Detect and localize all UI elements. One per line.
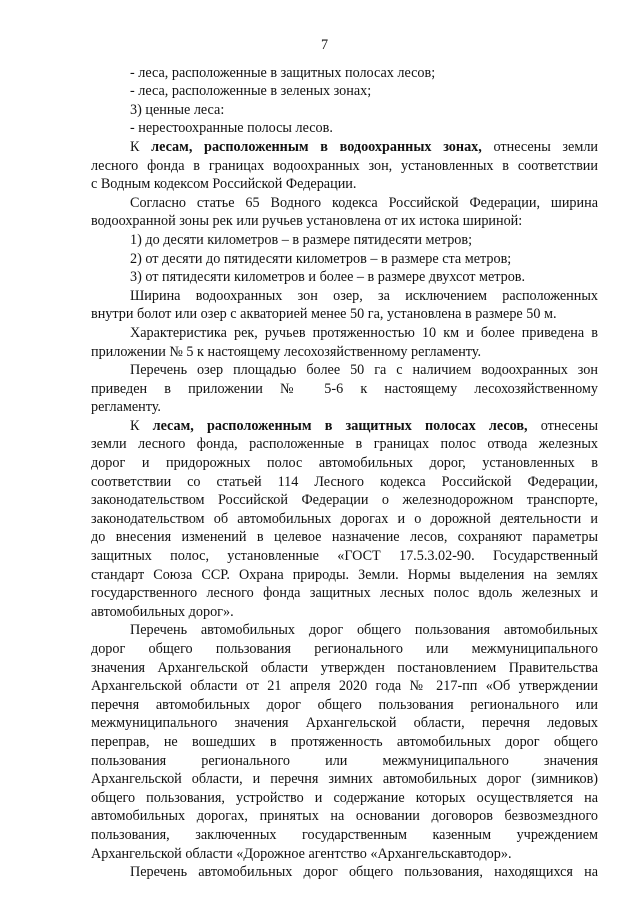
paragraph [91,324,598,361]
text-run: отнесены [527,417,598,434]
text-run: К [130,417,153,434]
paragraph-line: пользования, заключенных государственным казенным учреждением [91,826,598,843]
paragraph-line: автомобильных дорог». [91,603,234,620]
paragraph [91,194,598,231]
list-item [91,64,598,83]
text-run: отнесены земли [481,138,598,155]
bold-term: лесам, расположенным в водоохранных зонах, [151,138,482,155]
text-run: К [130,138,152,155]
paragraph-line: Характеристика рек, ручьев протяженностью 10 км и более приведена в [130,324,598,341]
paragraph-line: водоохранной зоны рек или ручьев установлена от их истока шириной: [91,213,523,230]
paragraph-line: законодательством Российской Федерации о железнодорожном транспорте, [91,492,598,509]
paragraph-line: автомобильных дорогах, принятых на основании договоров безвозмездного [91,808,598,825]
list-item [91,119,598,138]
paragraph-line: перечня автомобильных дорог общего пользования регионального или [91,696,598,713]
paragraph-line: Архангельской области от 21 апреля 2020 года № 217-пп «Об утверждении [91,678,598,695]
paragraph-line: Перечень озер площадью более 50 га с наличием водоохранных зон [130,362,598,379]
list-item [91,101,598,120]
paragraph-line: государственного лесного фонда защитных лесных полос вдоль железных и [91,585,598,602]
paragraph [91,863,598,882]
list-item-text: - леса, расположенные в защитных полосах лесов; [130,64,436,81]
paragraph-line: Согласно статье 65 Водного кодекса Российской Федерации, ширина [130,194,598,211]
paragraph [91,417,598,622]
paragraph-line: общего пользования, устройство и содержание которых осуществляется на [91,789,598,806]
page-number: 7 [320,37,329,53]
paragraph-line: Архангельской области, и перечня зимних автомобильных дорог (зимников) [91,771,598,788]
list-item-text: 3) от пятидесяти километров и более – в размере двухсот метров. [130,269,526,286]
list-item [91,82,598,101]
paragraph-line: переправ, не вошедших в протяженность автомобильных дорог общего [91,733,598,750]
list-item [91,268,598,287]
list-item [91,250,598,269]
paragraph-line: дорог и придорожных полос автомобильных дорог, установленных в [91,455,598,472]
paragraph-line: до внесения изменений в целевое назначение лесов, сохраняют параметры [91,529,598,546]
paragraph [91,138,598,194]
paragraph-line: защитных полос, установленные «ГОСТ 17.5.3.02-90. Государственный [91,548,598,565]
paragraph-line: пользования регионального или межмуниципального значения [91,752,598,769]
paragraph-line: приложении № 5 к настоящему лесохозяйственному регламенту. [91,343,482,360]
paragraph [91,361,598,417]
list-item-text: - нерестоохранные полосы лесов. [130,120,333,137]
paragraph-line [91,417,598,436]
list-item-text: - леса, расположенные в зеленых зонах; [130,83,372,100]
paragraph-line: с Водным кодексом Российской Федерации. [91,176,357,193]
paragraph-line: дорог общего пользования регионального или межмуниципального [91,641,598,657]
paragraph-line: Ширина водоохранных зон озер, за исключением расположенных [130,287,598,304]
paragraph-line: Перечень автомобильных дорог общего пользования, находящихся на [130,864,598,881]
paragraph-line: внутри болот или озер с акваторией менее 50 га, установлена в размере 50 м. [91,306,557,323]
list-item-text: 1) до десяти километров – в размере пятидесяти метров; [130,231,473,248]
paragraph-line: стандарт Союза ССР. Охрана природы. Земли. Нормы выделения на землях [91,566,598,583]
list-item-text: 3) ценные леса: [130,101,225,118]
bold-term: лесам, расположенным в защитных полосах лесов, [152,417,528,434]
paragraph-line: межмуниципального значения Архангельской области, перечня ледовых [91,715,598,732]
list-item [91,231,598,250]
document-body [91,64,598,882]
paragraph-line: Перечень автомобильных дорог общего пользования автомобильных [130,622,598,639]
paragraph-line: законодательством об автомобильных дорогах и о дорожной деятельности и [91,510,598,527]
paragraph-line: регламенту. [91,399,161,416]
paragraph-line: Архангельской области «Дорожное агентство «Архангельскавтодор». [91,845,512,862]
list-item-text: 2) от десяти до пятидесяти километров – в размере ста метров; [130,250,512,267]
paragraph-line: лесного фонда в границах водоохранных зон, установленных в соответствии [91,157,598,174]
paragraph-line: земли лесного фонда, расположенные в границах полос отвода железных [91,436,598,453]
paragraph [91,621,598,863]
paragraph-line: приведен в приложении № 5-6 к настоящему лесохозяйственному [91,380,598,397]
paragraph [91,287,598,324]
paragraph-line: значения Архангельской области утвержден постановлением Правительства [91,659,598,676]
paragraph-line [91,138,598,157]
paragraph-line: соответствии со статьей 114 Лесного кодекса Российской Федерации, [91,473,598,490]
